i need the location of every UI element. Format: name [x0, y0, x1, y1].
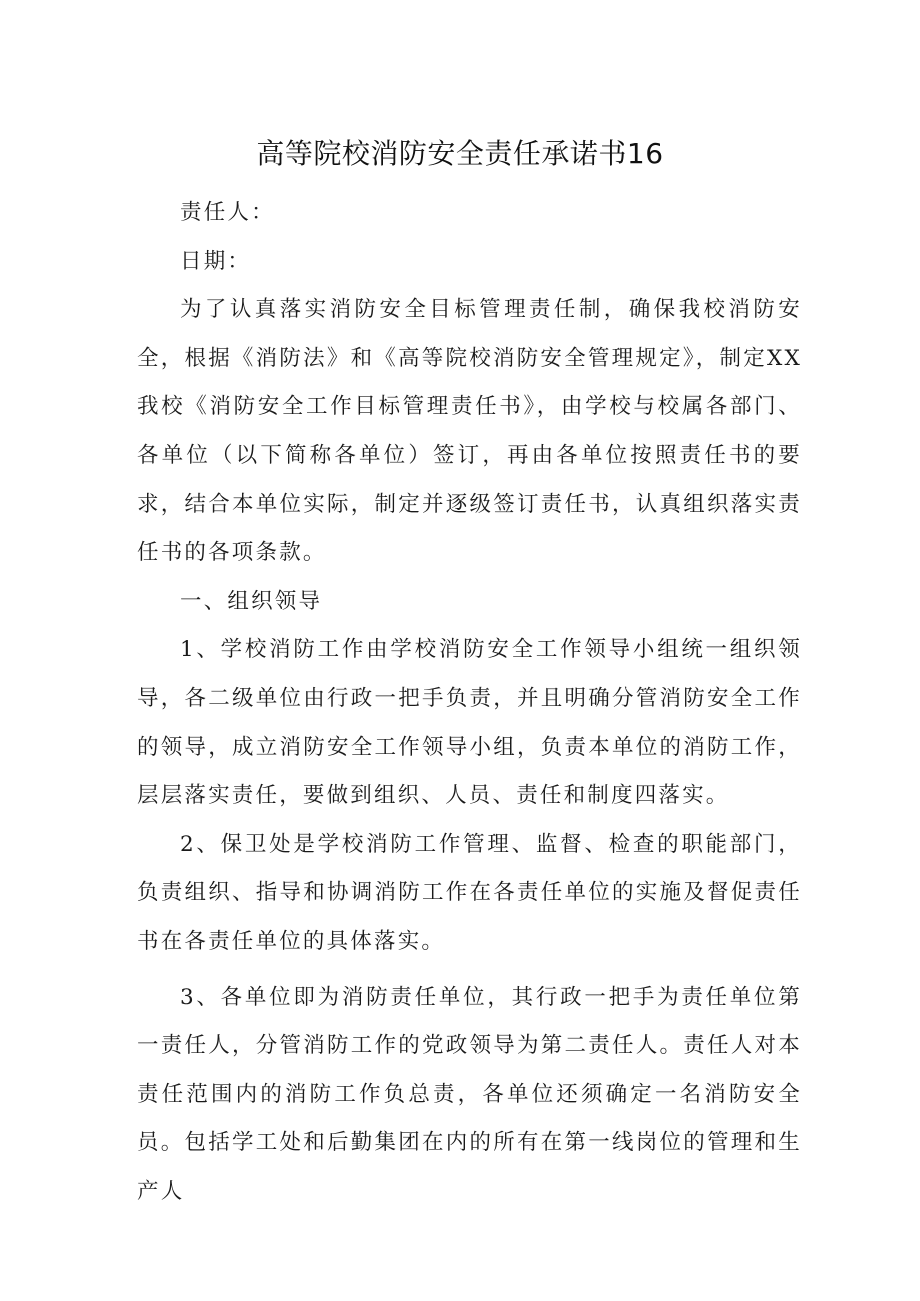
intro-paragraph: 为了认真落实消防安全目标管理责任制，确保我校消防安全，根据《消防法》和《高等院校消防安全管理规定》，制定XX我校《消防安全工作目标管理责任书》，由学校与校属各部门、各单位（以下简称各单位）签订，再由各单位按照责任书的要求，结合本单位实际，制定并逐级签订责任书，认真组织落实责任书的各项条款。 — [137, 297, 802, 566]
item-3-paragraph: 3、各单位即为消防责任单位，其行政一把手为责任单位第一责任人，分管消防工作的党政领导为第二责任人。责任人对本责任范围内的消防工作负总责，各单位还须确定一名消防安全员。包括学工处和后勤集团在内的所有在第一线岗位的管理和生产人 — [137, 984, 802, 1204]
item-2-paragraph: 2、保卫处是学校消防工作管理、监督、检查的职能部门，负责组织、指导和协调消防工作在各责任单位的实施及督促责任书在各责任单位的具体落实。 — [137, 831, 802, 954]
responsible-person-label: 责任人： — [180, 200, 275, 225]
document-title: 高等院校消防安全责任承诺书16 — [256, 137, 664, 170]
document-body — [137, 189, 802, 1216]
item-1-paragraph: 1、学校消防工作由学校消防安全工作领导小组统一组织领导，各二级单位由行政一把手负责，并且明确分管消防安全工作的领导，成立消防安全工作领导小组，负责本单位的消防工作，层层落实责任，要做到组织、人员、责任和制度四落实。 — [137, 637, 802, 809]
section-heading-organization: 一、组织领导 — [180, 588, 323, 614]
date-label: 日期： — [180, 248, 252, 274]
